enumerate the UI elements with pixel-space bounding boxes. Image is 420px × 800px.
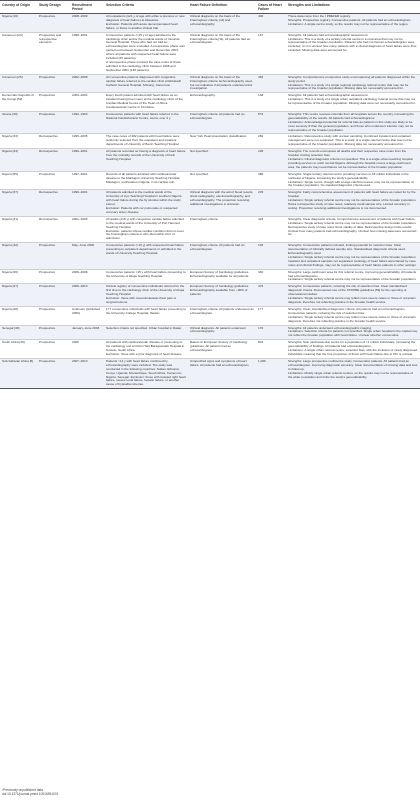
cell-selection-criteria: 177 consecutive individuals with heart failure presenting to the University College Hospital, Ibadan. [106, 306, 186, 315]
cell-cases: 475 [258, 284, 264, 289]
table-row [0, 216, 420, 242]
cell-cases: 400 [258, 14, 264, 18]
cell-heart-failure-definition: Not specified. [190, 149, 209, 154]
cell-study-design: Prospective [39, 74, 56, 79]
study-table [0, 0, 420, 389]
cell-recruitment-period: 1996–2001 [72, 149, 88, 154]
cell-recruitment-period: 1997–2001 [72, 171, 88, 176]
cell-cases: 423 [258, 216, 264, 221]
cell-heart-failure-definition: Based on European Society of Cardiology guidelines. All patients had an echocardiogram. [190, 340, 248, 353]
cell-cases: 340 [258, 269, 264, 274]
cell-study-design: Prospective [39, 14, 56, 18]
cell-heart-failure-definition: European Society of Cardiology guidelines. Echocardiography available for all patients. [190, 269, 250, 278]
cell-study-design: Retrospective [39, 190, 58, 195]
cell-heart-failure-definition: Clinical diagnosis on the basis of the Framingham criteria [11]. All patients had an echocardiogram. [190, 32, 251, 45]
cell-study-design: Prospective [39, 269, 56, 274]
cell-strengths-limitations: Strengths: All patients had echocardiographic assessment. Limitations: This is a study of a tertiary referral centre in a rural area that may not be representative of the broader population. Patients who had not had an echocardiogram were excluded, so it is unclear how many patients with a clinical diagnosis of heart failure were thus excluded. Missing data were accounted for. [288, 32, 417, 53]
cell-cases: 462 [258, 74, 264, 79]
table-row [0, 243, 420, 269]
cell-study-design: Prospective [39, 171, 56, 176]
cell-recruitment-period: 2003–2004 [72, 93, 88, 98]
cell-country: Sub-Saharan Africa [6] [2, 358, 34, 363]
table-row [0, 269, 420, 284]
cell-heart-failure-definition: Clinical diagnosis on the basis of the Framingham criteria. Echocardiography used, but not indicative if all patients underwent this investigation. [190, 74, 253, 91]
cell-strengths-limitations: Strengths: Sole cardiovascular centre for a population of >1 million individuals, increasing the generalizability of findings. All patients had echocardiograms. Limitations: A single urban referral centre; selection bias, with the inclusion of newly diagnosed individuals meaning that the true proportion of those with heart failure due to HIV is unclear. [288, 340, 418, 356]
cell-selection-criteria: All consecutive patients diagnosed with congestive cardiac failure referred to the cardiac clinic at Elizabeth Catholic General Hospital, Shisong, Cameroon. [106, 74, 182, 87]
cell-cases: 844 [258, 340, 264, 345]
cell-cases: 245 [258, 190, 264, 195]
cell-cases: 386 [258, 171, 264, 176]
cell-strengths-limitations: Limitations: Retrospective study with unclear sampling. Combined inpatient and outpatient management were not separated. This is a study of a single referral centre that may not be representative of the broader population. Missing data not necessarily accounted for. [288, 134, 413, 147]
cell-selection-criteria: Every fourth patient admitted with heart failure as an inpatient having been seen at the cardiology clinic of the Cardiac Medical Centre of the Heart of Africa Cardiovascular Centre in Kinshasa. [106, 93, 183, 110]
cell-country: South Africa [25] [2, 340, 25, 345]
cell-recruitment-period: 2006–2010 [72, 284, 88, 289]
cell-heart-failure-definition: New York Heart Association classification. [190, 134, 248, 139]
table-row [0, 325, 420, 340]
cell-recruitment-period: Unknown (published 2009) [72, 306, 101, 315]
cell-country: Nigeria [37] [2, 190, 18, 195]
table-row [0, 284, 420, 307]
cell-cases: 282 [258, 134, 264, 139]
table-row [0, 306, 420, 325]
cell-recruitment-period: 2007–2010 [72, 358, 88, 363]
cell-selection-criteria: Selection criteria not specified. Urban hospital in Dakar. [106, 325, 182, 330]
cell-strengths-limitations: Strengths: Large prospective multicentre study. Consecutive patients. All patients had an echocardiogram, improving diagnostic accuracy. Clear documentation of missing data and loss to follow-up. Limitations: Mostly single urban referral centres, so the results may not be representative of the wider population and limits the study's generalizability. [288, 358, 418, 379]
cell-strengths-limitations: Strengths: Consecutive patients included, limiting potential for selection bias. Clear documentation of clinically defined sample size. Standardised diagnostic criteria used. Echocardiography used. Limitations: Single tertiary referral centre may not be representative of the broader population. Inpatient and outpatient samples not separated. Aetiology of heart failure ascertained by case notes and clinical findings, may not be representative of heart failure patients in other settings. [288, 243, 417, 267]
cell-country: Cameroon [24] [2, 32, 23, 37]
footnote: ¹Previously unpublished data. [2, 788, 44, 792]
cell-heart-failure-definition: Framingham criteria. All patients underwent an echocardiogram. [190, 306, 254, 315]
col-strengths-limitations: Strengths and Limitations [286, 1, 420, 14]
cell-strengths-limitations: Strengths: All patients underwent echocardiographic imaging. Limitations: Selection criteria for patients not specified. Single urban hospital in the capital may not reflect the broader population with heart failure. Unclear whether consecutive. [288, 325, 418, 338]
cell-cases: 1,006 [258, 358, 266, 363]
cell-country: Democratic Republic of the Congo [52] [2, 93, 34, 102]
table-row [0, 358, 420, 388]
cell-heart-failure-definition: European Society of Cardiology guidelines. Echocardiography available from ~90% of patients. [190, 284, 250, 297]
cell-country: Ghana [30] [2, 111, 18, 116]
cell-recruitment-period: May–June 2009 [72, 243, 95, 248]
cell-cases: 138 [258, 93, 264, 98]
cell-heart-failure-definition: Unspecified signs and symptoms of heart failure. All patients had an echocardiogram. [190, 358, 250, 367]
table-row [0, 32, 420, 74]
cell-selection-criteria: All patients with cardiovascular disease or presenting to the cardiology unit at Chris Hani Baragwanath Hospital in Soweto, South Africa. Exclusion: those with a prior diagnosis of heart disease. [106, 340, 185, 356]
table-body [0, 14, 420, 389]
cell-heart-failure-definition: Clinical diagnosis. All patients underwent echocardiography. [190, 325, 246, 334]
cell-recruitment-period: 2001–2005 [72, 216, 88, 221]
cell-strengths-limitations: Strengths: Single tertiary referral centre providing services to 18 million individuals in the northeast of Nigeria, increasing the study's generalizability. Limitations: Single centre, though with a large catchment area, may not be representative of the broader population. No standard diagnostic criteria used. [288, 171, 414, 188]
cell-study-design: Prospective [39, 111, 56, 116]
cell-study-design: Prospective and retrospective elements [39, 32, 62, 45]
cell-country: Nigeria [34] [2, 149, 18, 154]
cell-strengths-limitations: Strengths: Large catchment area for this referral centre, improving generalizability. All patients had echocardiograms. Limitations: Single tertiary referral centre may not be representative of the broader population. [288, 269, 417, 282]
cell-selection-criteria: All patients recorded as having a diagnosis of heart failure from the mortality records of the University of Ilorin Teaching Hospital. [106, 149, 186, 161]
cell-selection-criteria: Consecutive patients >15 y with heart failure presenting to the University of Abuja Teaching Hospital. [106, 269, 186, 278]
cell-selection-criteria: Consecutive patients (>16 y) with suspected heart failure presenting to outpatient departments or admitted to the wards of University Teaching Hospital. [106, 243, 184, 256]
cell-heart-failure-definition: Echocardiography. [190, 93, 216, 98]
cell-strengths-limitations: Strengths: Comprehensive prospective study encompassing all patients diagnosed within the study period. Limitations: This is a study of a single regional cardiology referral centre that may not be representative of the broader population. Missing data not necessarily accounted for. [288, 74, 416, 91]
cell-country: Nigeria [27] [2, 284, 18, 289]
col-study-design: Study Design [37, 1, 70, 14]
cell-study-design: Prospective [39, 306, 56, 311]
table-row [0, 93, 420, 112]
table-row [0, 340, 420, 359]
cell-cases: 177 [258, 306, 264, 311]
cell-strengths-limitations: These data come from the I PREFER registry. Strengths: Prospective registry. Consecutive patients. All patients had an echocardiogram. Limitations: A single-centre study, so the results may not be representative of the region. [288, 14, 412, 26]
cell-study-design: Retrospective [39, 216, 58, 221]
cell-heart-failure-definition: Clinical diagnosis on the basis of the Framingham criteria, [11] and echocardiography. [190, 14, 241, 26]
cell-study-design: Prospective [39, 284, 56, 289]
cell-selection-criteria: The case notes of 282 patients with heart failure were randomly selected from the outpatient and inpatient departments of University of Benin Teaching Hospital. [106, 134, 180, 147]
cell-strengths-limitations: Strengths: Fairly comprehensive assessment of patients with heart failure as coded for by the hospital. Limitations: Single tertiary referral centre may not be representative of the broader population. Had a retrospective study of case notes; relatively small sample size. Limited accuracy in coding. Proportion receiving additional investigations is not documented. [288, 190, 417, 210]
table-row [0, 74, 420, 93]
cell-selection-criteria: Clinical registry of consecutive individuals referred for the first time to the cardiology clinic of the University of Abuja Teaching Hospital. Exclusion: those with musculoskeletal chest pain or surgical lesions. [106, 284, 185, 304]
cell-selection-criteria: All outpatients (≥21 y of age with either a previous or new diagnosis of heart failure) at Abeokuta. Exclusion: Patients with acute decompensated heart failure, or those in another clinical trial. [106, 14, 185, 30]
cell-heart-failure-definition: Clinical diagnosis with the aid of blood results, chest radiography, electrocardiography, and echocardiography. The proportion receiving additional investigations is unknown. [190, 190, 254, 207]
cell-selection-criteria: All patients admitted to the medical wards of the University of Uyo Teaching Hospital in southern Nigeria with heart failure during the 6y window within the study period. Exclusion: Patients with cor pulmonale or suspected coronary artery disease. [106, 190, 182, 214]
col-cases: Cases of Heart Failure [256, 1, 286, 14]
cell-heart-failure-definition: Framingham criteria. All patients had an echocardiogram. [190, 243, 245, 252]
table-row [0, 190, 420, 216]
table-row [0, 111, 420, 134]
cell-country: Nigeria [28] [2, 306, 18, 311]
col-recruitment-period: Recruitment Period [70, 1, 104, 14]
cell-recruitment-period: 2008–2009 [72, 14, 88, 18]
cell-country: Nigeria [26] [2, 269, 18, 274]
cell-strengths-limitations: Strengths: Consecutive patients, reducing the risk of selection bias. Clear standardised diagnostic criteria. Documented use of the STROBE guidelines [59] for the reporting of observational studies. Limitations: Single tertiary referral centre may reflect more severe cases or those of uncertain diagnosis, therefore not reflecting practice in the broader health service. [288, 284, 416, 304]
cell-study-design: Retrospective [39, 134, 58, 139]
cell-selection-criteria: All adults (≥18 y) with congestive cardiac failure admitted to the medical wards of the University of Port Harcourt Teaching Hospital. Exclusion: patients whose cardiac condition did not meet the Framingham criteria or who died within 24 h of admission. [106, 216, 184, 241]
table-row [0, 171, 420, 190]
cell-recruitment-period: 1999–2004 [72, 190, 88, 195]
table-row [0, 134, 420, 149]
cell-country: Nigeria [31] [2, 216, 18, 221]
cell-country: Nigeria [32] [2, 243, 18, 248]
cell-country: Nigeria [16] [2, 14, 18, 18]
cell-recruitment-period: 2006 [72, 340, 79, 345]
cell-cases: 167 [258, 32, 264, 37]
cell-recruitment-period: 2006–2008 [72, 269, 88, 274]
cell-recruitment-period: January–June 2003 [72, 325, 100, 330]
cell-strengths-limitations: Strengths: Clear, standardised diagnostic criteria. All patients had an echocardiogram. Consecutive patients, reducing the risk of selection bias. Limitations: Single tertiary referral centre may reflect more severe cases or those of uncertain diagnosis, therefore not reflecting practice in the broader health service. [288, 306, 416, 323]
cell-country: Senegal [40] [2, 325, 20, 330]
doi-line: doi:10.1371/journal.pmed.1001699.t001 [2, 792, 59, 796]
cell-recruitment-period: 1998–2001 [72, 32, 88, 37]
cell-strengths-limitations: Strengths: This centre receives referrals from all hospitals across the country, increasing the generalizability of the results. All patients had echocardiograms. Limitations: Acknowledged potential for referral bias as patients in this study are likely to be more severely ill than the general population, and those who underwent transfer may not be representative of the broader population. [288, 111, 414, 132]
cell-heart-failure-definition: Framingham criteria. All patients had an echocardiogram. [190, 111, 245, 120]
cell-country: Nigeria [55] [2, 171, 18, 176]
table-footer [2, 788, 418, 796]
col-selection-criteria: Selection Criteria [104, 1, 188, 14]
col-country: Country of Origin [0, 1, 37, 14]
col-heart-failure-definition: Heart Failure Definition [188, 1, 256, 14]
cell-study-design: Retrospective [39, 149, 58, 154]
cell-cases: 572 [258, 111, 264, 116]
cell-strengths-limitations: Strengths: All patients had echocardiographic assessment. Limitations: This is a study of a single urban outpatient cardiology referral centre that may not be representative of the broader population. Missing data were not necessarily accounted for. [288, 93, 416, 106]
table-row [0, 14, 420, 33]
cell-recruitment-period: 2002–2008 [72, 74, 88, 79]
cell-recruitment-period: 1995–2005 [72, 134, 88, 139]
cell-study-design: Prospective [39, 358, 56, 363]
cell-selection-criteria: Consecutive patients with heart failure referred to the National Cardiothoracic Centre, Accra, over 4 y. [106, 111, 179, 120]
cell-study-design: Prospective [39, 93, 56, 98]
cell-recruitment-period: 1992–1993 [72, 111, 88, 116]
cell-strengths-limitations: Strengths: The records encompass all deaths and their respective case notes from the hospital, limiting selection bias. Limitations: Clinical diagnostic criteria not specified. This is a single urban teaching hospital providing services to north central Nigeria. Although the hospital covers a large catchment area, the patients may nevertheless not be representative of the broader population. [288, 149, 413, 169]
cell-study-design: Prospective [39, 340, 56, 345]
cell-country: Nigeria [33] [2, 134, 18, 139]
cell-selection-criteria: Patients >12 y with heart failure confirmed by echocardiography were included. The study was conducted in the following countries: Sudan, Ethiopia, Kenya, Uganda, Mozambique, South Africa, Cameroon, Nigeria, Senegal. Exclusion: those with isolated right heart failure, severe renal failure, hepatic failure, or another cause of hypoalbuminemia. [106, 358, 186, 387]
cell-strengths-limitations: Strengths: Clear diagnostic criteria. Comprehensive assessment of patients with heart failure. Limitations: Single tertiary referral centre may not be representative of the broader population. Retrospective study of case notes limits validity of data. Retrospective design limits results. Unclear how many patients had echocardiography. Unclear how missing data were accounted for. [288, 216, 417, 237]
cell-study-design: Prospective [39, 325, 56, 330]
cell-cases: 170 [258, 325, 264, 330]
cell-cases: 102 [258, 243, 264, 248]
cell-selection-criteria: Consecutive patients (>15 y of age) admitted to the cardiology clinic and/or the medical wards of Yaounde General Hospital. Those who had not had an echocardiogram were excluded. A prospective phase was carried out between September and November 2001, where all patients with suspected heart failure were included (29 patients). A retrospective phase involved the case notes of those admitted to the cardiology clinic between 1998 and September 2001 (138 patients). [106, 32, 185, 72]
cell-selection-criteria: Records of all patients admitted with cardiovascular disease to the Maiduguri University Teaching Hospital, Maiduguri, northeastern Nigeria, in its cardiac unit. [106, 171, 181, 184]
cell-heart-failure-definition: Framingham criteria. [190, 216, 219, 221]
cell-cases: 228 [258, 149, 264, 154]
cell-study-design: Prospective [39, 243, 56, 248]
table-header-row [0, 1, 420, 14]
cell-country: Cameroon [26] [2, 74, 23, 79]
table-row [0, 149, 420, 172]
cell-heart-failure-definition: Not specified. [190, 171, 209, 176]
